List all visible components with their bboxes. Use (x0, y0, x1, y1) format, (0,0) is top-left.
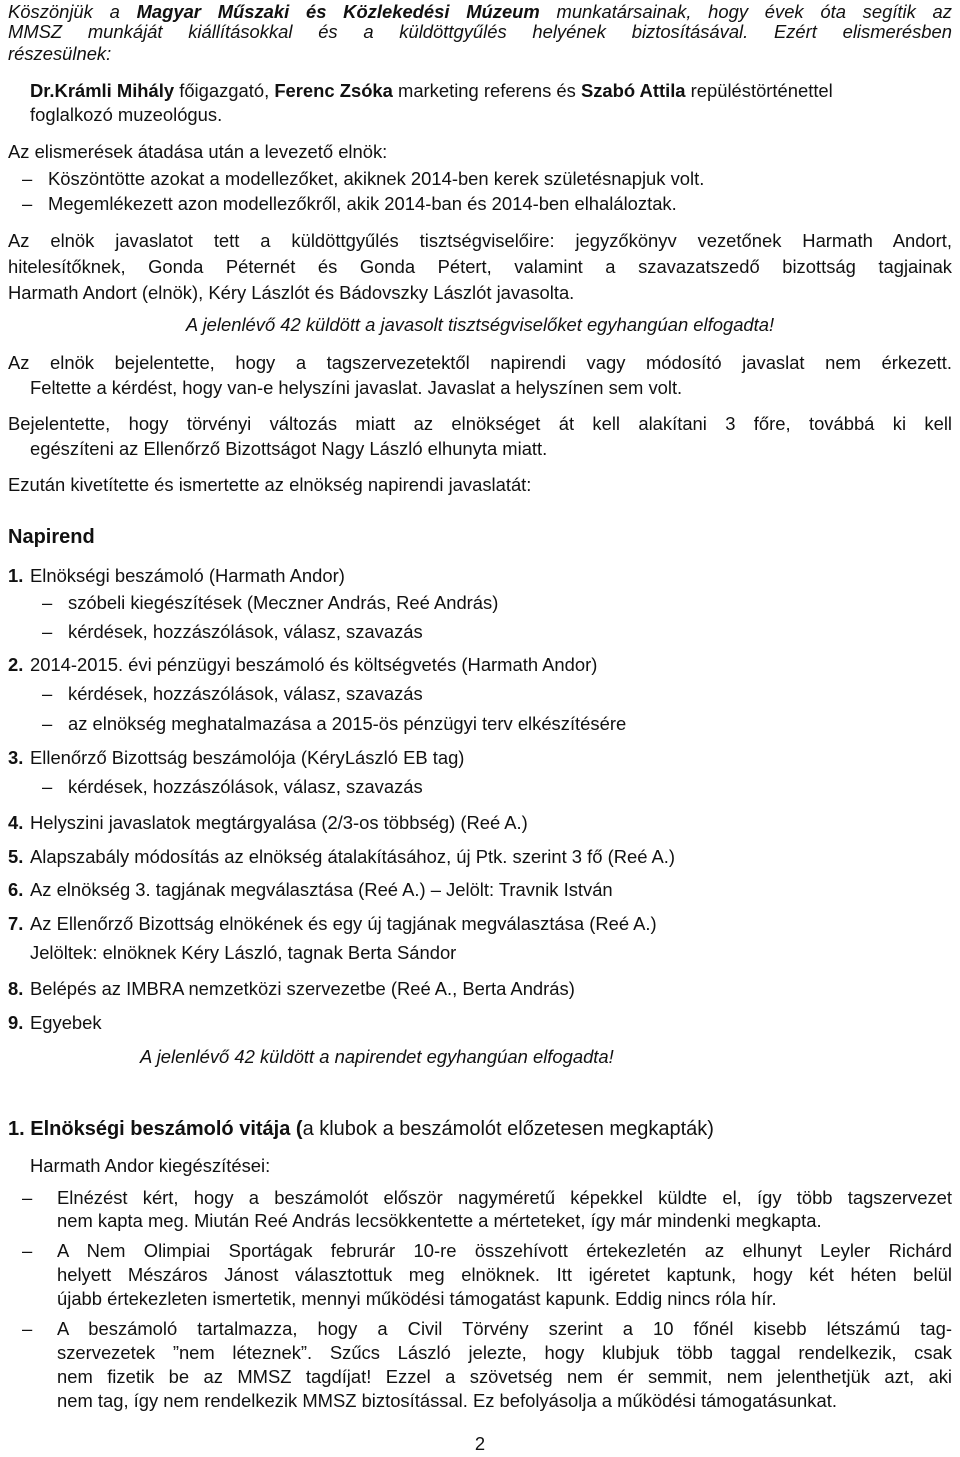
officials-line-2: hitelesítőknek, Gonda Péternét és Gonda Pétert, valamint a szavazatszedő bizottság tagjainak (8, 256, 952, 277)
document-page: Köszönjük a Magyar Műszaki és Közlekedési Múzeum munkatársainak, hogy évek óta segítik az MMSZ munkáját kiállításokkal és a küldöttgyűlés helyének biztosításával. Ezért elismerésben részesülnek: Dr.Krámli Mihály főigazgató, Ferenc Zsóka marketing referens és Szabó Attila repüléstörténettel foglalkozó muzeológus. Az elismerések átadása után a levezető elnök: – Köszöntötte azokat a modellezőket, akiknek 2014-ben kerek születésnapjuk volt. – Megemlékezett azon modellezőkről, akik 2014-ban és 2014-ben elhaláloztak. Az elnök javaslatot tett a küldöttgyűlés tisztségviselőire: jegyzőkönyv vezetőnek Harmath Andort, hitelesítőknek, Gonda Péternét és Gonda Pétert, valamint a szavazatszedő bizottság tagjainak Harmath Andort (elnök), Kéry Lászlót és Bádovszky Lászlót javasolta. A jelenlévő 42 küldött a javasolt tisztségviselőket egyhangúan elfogadta! Az elnök bejelentette, hogy a tagszervezetektől napirendi vagy módosító javaslat nem érkezett. Feltette a kérdést, hogy van-e helyszíni javaslat. Javaslat a helyszínen sem volt. Bejelentette, hogy törvényi változás miatt az elnökséget át kell alakítani 3 főre, továbbá ki kell egészíteni az Ellenőrző Bizottságot Nagy László elhunyta miatt. Ezután kivetítette és ismertette az elnökség napirendi javaslatát: Napirend 1. Elnökségi beszámoló (Harmath Andor) – szóbeli kiegészítések (Meczner András, Reé András) – kérdések, hozzászólások, válasz, szavazás 2. 2014-2015. évi pénzügyi beszámoló és költségvetés (Harmath Andor) – kérdések, hozzászólások, válasz, szavazás – az elnökség meghatalmazása a 2015-ös pénzügyi terv elkészítésére 3. Ellenőrző Bizottság beszámolója (KéryLászló EB tag) – kérdések, hozzászólások, válasz, szavazás 4. Helyszini javaslatok megtárgyalása (2/3-os többség) (Reé A.) 5. Alapszabály módosítás az elnökség átalakításához, új Ptk. szerint 3 fő (Reé A.) 6. Az elnökség 3. tagjának megválasztása (Reé A.) – Jelölt: Travnik István 7. Az Ellenőrző Bizottság elnökének és egy új tagjának megválasztása (Reé A.) Jelöltek: elnöknek Kéry László, tagnak Berta Sándor 8. Belépés az IMBRA nemzetközi szervezetbe (Reé A., Berta András) 9. Egyebek A jelenlévő 42 küldött a napirendet egyhangúan elfogadta! 1. Elnökségi beszámoló vitája (a klubok a beszámolót előzetesen megkapták) Harmath Andor kiegészítései: – Elnézést kért, hogy a beszámolót először nagyméretű képekkel küldte el, így több tagszervezet nem kapta meg. Miután Reé András lecsökkentette a mérteteket, így már mindenki megkapta. – A Nem Olimpiai Sportágak februrár 10-re összehívott értekezletén az elhunyt Leyler Richárd helyett Mészáros Jánost választottuk meg elnöknek. Itt igéretet kaptunk, hogy két héten belül újabb értekezleten ismertetik, mennyi működési támogatást kapunk. Eddig nincs róla hír. – A beszámoló tartalmazza, hogy a Civil Törvény szerint a 10 főnél kisebb létszámú tag- szervezetek ”nem léteznek”. Szűcs László jelezte, hogy klubjuk több taggal rendelkezik, csak nem fizetik be az MMSZ tagdíjat! Ezzel a szövetség nem ér semmit, nem jelenthetjük azt, aki nem tag, így nem rendelkezik MMSZ biztosítással. Ez befolyásolja a működési támogatásunkat. 2 (0, 0, 960, 1457)
awards-heading: Az elismerések átadása után a levezető elnök: (8, 141, 388, 162)
section1-b2-line-2: helyett Mészáros Jánost választottuk meg elnöknek. Itt igéretet kaptunk, hogy két héten belül (57, 1264, 952, 1285)
dash-bullet: – (42, 713, 53, 734)
section1-b1-line-1: Elnézést kért, hogy a beszámolót először nagyméretű képekkel küldte el, így több tagszervezet (57, 1187, 952, 1208)
section1-b3-line-4: nem tag, így nem rendelkezik MMSZ biztosítással. Ez befolyásolja a működési támogatásunkat. (57, 1390, 837, 1411)
dash-bullet: – (42, 621, 53, 642)
officials-accepted: A jelenlévő 42 küldött a javasolt tisztségviselőket egyhangúan elfogadta! (185, 314, 775, 335)
officials-line-1: Az elnök javaslatot tett a küldöttgyűlés tisztségviselőire: jegyzőkönyv vezetőnek Harmath Andort, (8, 230, 952, 251)
announce-line-2: Feltette a kérdést, hogy van-e helyszíni javaslat. Javaslat a helyszínen sem volt. (30, 377, 683, 398)
section1-b3-line-1: A beszámoló tartalmazza, hogy a Civil Törvény szerint a 10 főnél kisebb létszámú tag- (57, 1318, 952, 1339)
officials-line-3: Harmath Andort (elnök), Kéry Lászlót és Bádovszky Lászlót javasolta. (8, 282, 575, 303)
dash-bullet: – (42, 592, 53, 613)
change-line-1: Bejelentette, hogy törvényi változás miatt az elnökséget át kell alakítani 3 főre, továbbá ki kell (8, 413, 952, 434)
agenda-accepted: A jelenlévő 42 küldött a napirendet egyhangúan elfogadta! (140, 1046, 614, 1067)
dash-bullet: – (22, 1187, 33, 1208)
section1-heading: 1. Elnökségi beszámoló vitája (a klubok a beszámolót előzetesen megkapták) (8, 1118, 714, 1140)
honorees-line-1: Dr.Krámli Mihály főigazgató, Ferenc Zsóka marketing referens és Szabó Attila repüléstörténettel (30, 80, 833, 101)
dash-bullet: – (42, 683, 53, 704)
honorees-line-2: foglalkozó muzeológus. (30, 104, 223, 125)
announce-line-1: Az elnök bejelentette, hogy a tagszervezetektől napirendi vagy módosító javaslat nem érkezett. (8, 352, 952, 373)
dash-bullet: – (22, 1240, 33, 1261)
intro-line-3: részesülnek: (8, 43, 112, 64)
section1-b2-line-1: A Nem Olimpiai Sportágak februrár 10-re összehívott értekezletén az elhunyt Leyler Richárd (57, 1240, 952, 1261)
section1-b2-line-3: újabb értekezleten ismertetik, mennyi működési támogatást kapunk. Eddig nincs róla hír. (57, 1288, 777, 1309)
dash-bullet: – (22, 168, 33, 189)
projected-line: Ezután kivetítette és ismertette az elnökség napirendi javaslatát: (8, 474, 532, 495)
dash-bullet: – (22, 193, 33, 214)
intro-line-1: Köszönjük a Magyar Műszaki és Közlekedési Múzeum munkatársainak, hogy évek óta segítik az (8, 1, 952, 22)
change-line-2: egészíteni az Ellenőrző Bizottságot Nagy László elhunyta miatt. (30, 438, 548, 459)
section1-b1-line-2: nem kapta meg. Miután Reé András lecsökkentette a mérteteket, így már mindenki megkapta. (57, 1210, 822, 1231)
dash-bullet: – (42, 776, 53, 797)
agenda-item-7-candidates: Jelöltek: elnöknek Kéry László, tagnak Berta Sándor (30, 942, 457, 963)
page-number: 2 (474, 1433, 486, 1454)
section1-b3-line-2: szervezetek ”nem léteznek”. Szűcs László jelezte, hogy klubjuk több taggal rendelkezik, csak (57, 1342, 952, 1363)
dash-bullet: – (22, 1318, 33, 1339)
agenda-title: Napirend (8, 526, 95, 548)
section1-b3-line-3: nem fizetik be az MMSZ tagdíjat! Ezzel a szövetség nem ér semmit, nem jelenthetjük azt, aki (57, 1366, 952, 1387)
section1-subheading: Harmath Andor kiegészítései: (30, 1155, 271, 1176)
intro-line-2: MMSZ munkáját kiállításokkal és a küldöttgyűlés helyének biztosításával. Ezért elismerésben (8, 21, 952, 42)
